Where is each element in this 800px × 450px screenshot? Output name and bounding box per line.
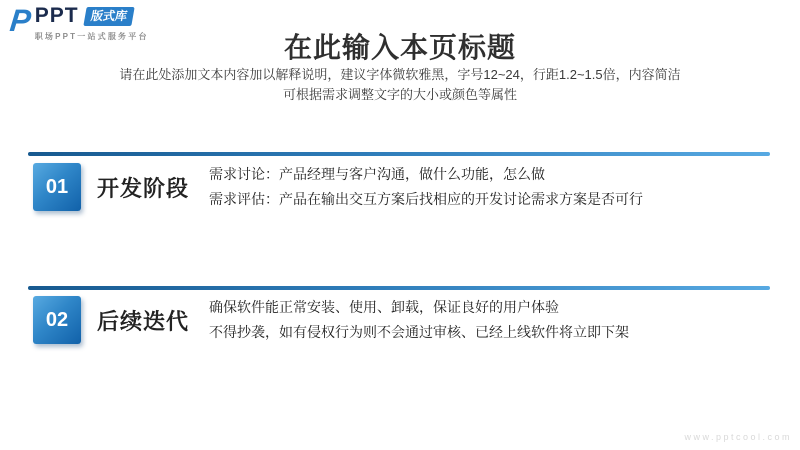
brand-badge: 版式库 bbox=[83, 7, 134, 26]
section-body-2 bbox=[209, 295, 629, 345]
brand-name: PPT bbox=[34, 4, 79, 27]
section-1-line-2: 需求评估：产品在输出交互方案后找相应的开发讨论需求方案是否可行 bbox=[209, 191, 643, 207]
section-number-badge-2: 02 bbox=[33, 296, 81, 344]
section-row-1 bbox=[33, 163, 773, 211]
section-number-badge-1: 01 bbox=[33, 163, 81, 211]
subtitle-line-2: 可根据需求调整文字的大小或颜色等属性 bbox=[282, 87, 517, 102]
section-divider-1 bbox=[28, 152, 770, 156]
section-label-1: 开发阶段 bbox=[97, 175, 190, 201]
section-2-line-1: 确保软件能正常安装、使用、卸载，保证良好的用户体验 bbox=[209, 299, 559, 315]
brand-tagline: 职场PPT一站式服务平台 bbox=[34, 32, 149, 41]
section-row-2 bbox=[33, 296, 773, 344]
page-title: 在此输入本页标题 bbox=[283, 32, 516, 63]
section-1-line-1: 需求讨论：产品经理与客户沟通，做什么功能，怎么做 bbox=[209, 166, 545, 182]
section-label-2: 后续迭代 bbox=[97, 308, 190, 334]
logo-name-row bbox=[35, 4, 149, 28]
subtitle-line-1: 请在此处添加文本内容加以解释说明，建议字体微软雅黑，字号12~24，行距1.2~1.5倍，内容简洁 bbox=[119, 67, 681, 82]
page-subtitle bbox=[50, 65, 750, 105]
logo-p-icon: P bbox=[8, 3, 33, 38]
section-body-1 bbox=[209, 162, 643, 212]
site-watermark: www.pptcool.com bbox=[684, 432, 792, 442]
section-divider-2 bbox=[28, 286, 770, 290]
section-2-line-2: 不得抄袭，如有侵权行为则不会通过审核、已经上线软件将立即下架 bbox=[209, 324, 629, 340]
